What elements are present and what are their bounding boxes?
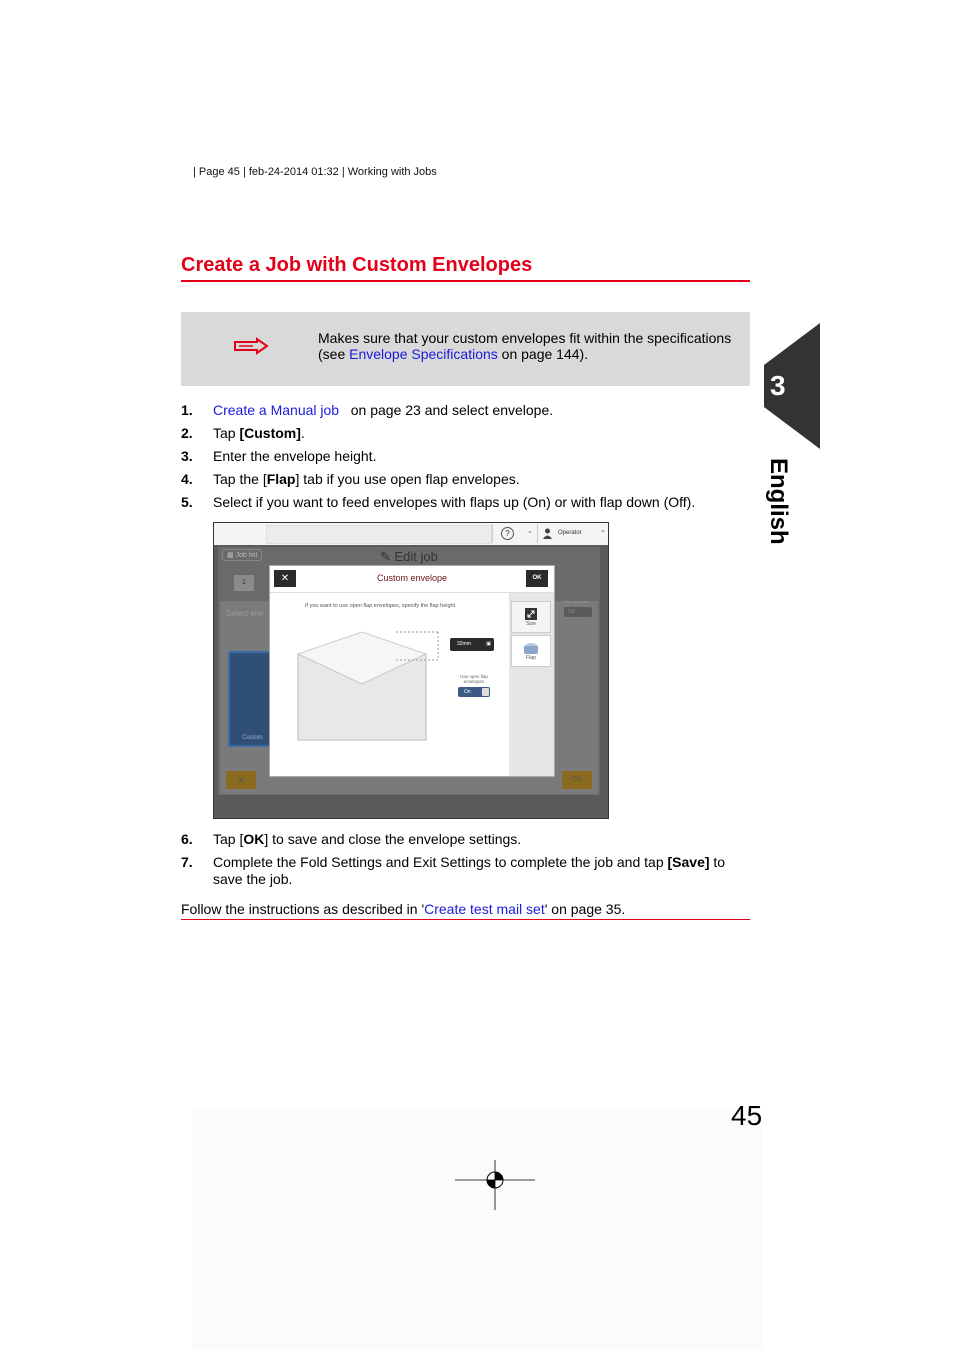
follow-instructions: Follow the instructions as described in 'Create test mail set' on page 35. — [181, 901, 626, 917]
close-icon: ✕ — [237, 775, 245, 785]
title-divider — [181, 280, 750, 282]
operator-button[interactable]: Operator ⌄ — [537, 524, 608, 543]
page-number: 45 — [731, 1100, 763, 1131]
keypad-icon: ▣ — [486, 641, 491, 647]
open-flap-label: Use open flap envelopes — [460, 674, 488, 684]
note-text: Makes sure that your custom envelopes fit within the specifications (see Envelope Specifications on page 144). — [318, 330, 732, 362]
flap-height-input[interactable]: 32mm ▣ — [450, 638, 494, 651]
dialog-side-tabs — [509, 593, 554, 776]
ok-button[interactable]: OK — [526, 570, 548, 587]
device-top-bar — [214, 523, 608, 545]
chevron-down-icon: ⌄ — [600, 527, 606, 534]
pointing-hand-icon — [233, 337, 269, 355]
dialog-header — [270, 566, 554, 593]
select-envelope-label: Select env — [226, 609, 264, 618]
flap-toggle[interactable]: Off — [564, 607, 592, 617]
background-cancel-button — [226, 771, 256, 789]
flap-height-hint: If you want to use open flap envelopes, specify the flap height — [305, 603, 456, 609]
edit-job-title: ✎ Edit job — [380, 549, 438, 564]
envelope-icon — [296, 628, 442, 742]
registration-mark-icon — [455, 1160, 535, 1210]
create-manual-job-link[interactable]: Create a Manual job — [213, 402, 340, 418]
open-flap-toggle[interactable]: On — [458, 687, 490, 697]
flap-icon — [524, 642, 538, 654]
page-header: | Page 45 | feb-24-2014 01:32 | Working with Jobs — [193, 166, 437, 178]
grid-icon: ▦ — [227, 552, 236, 559]
tab-size[interactable]: Size — [511, 601, 551, 633]
step-indicator: 1 — [234, 575, 254, 591]
custom-envelope-card[interactable]: Custom — [228, 651, 272, 747]
dialog-title: Custom envelope — [376, 573, 448, 583]
help-button[interactable] — [492, 524, 533, 543]
create-test-mail-set-link[interactable]: Create test mail set — [424, 901, 545, 917]
footer-area — [192, 1110, 762, 1350]
flap-setting-label: Flap up/down — [564, 599, 589, 604]
chevron-down-icon: ⌄ — [527, 528, 533, 535]
resize-icon — [525, 608, 537, 620]
device-status-field — [266, 525, 492, 544]
background-ok-button: OK — [562, 771, 592, 789]
pencil-icon: ✎ — [380, 549, 395, 564]
job-list-button[interactable]: ▦ Job list — [222, 549, 262, 561]
user-icon — [543, 528, 552, 539]
section-title: Create a Job with Custom Envelopes — [181, 254, 533, 276]
envelope-specifications-link[interactable]: Envelope Specifications — [349, 346, 498, 362]
close-icon: ✕ — [280, 573, 290, 584]
device-screenshot — [213, 522, 609, 819]
section-end-divider — [181, 919, 750, 920]
help-icon: ? — [501, 527, 514, 540]
chapter-number: 3 — [770, 370, 786, 401]
tab-flap[interactable]: Flap — [511, 635, 551, 667]
custom-envelope-dialog — [269, 565, 555, 777]
language-tab: English — [765, 458, 792, 545]
